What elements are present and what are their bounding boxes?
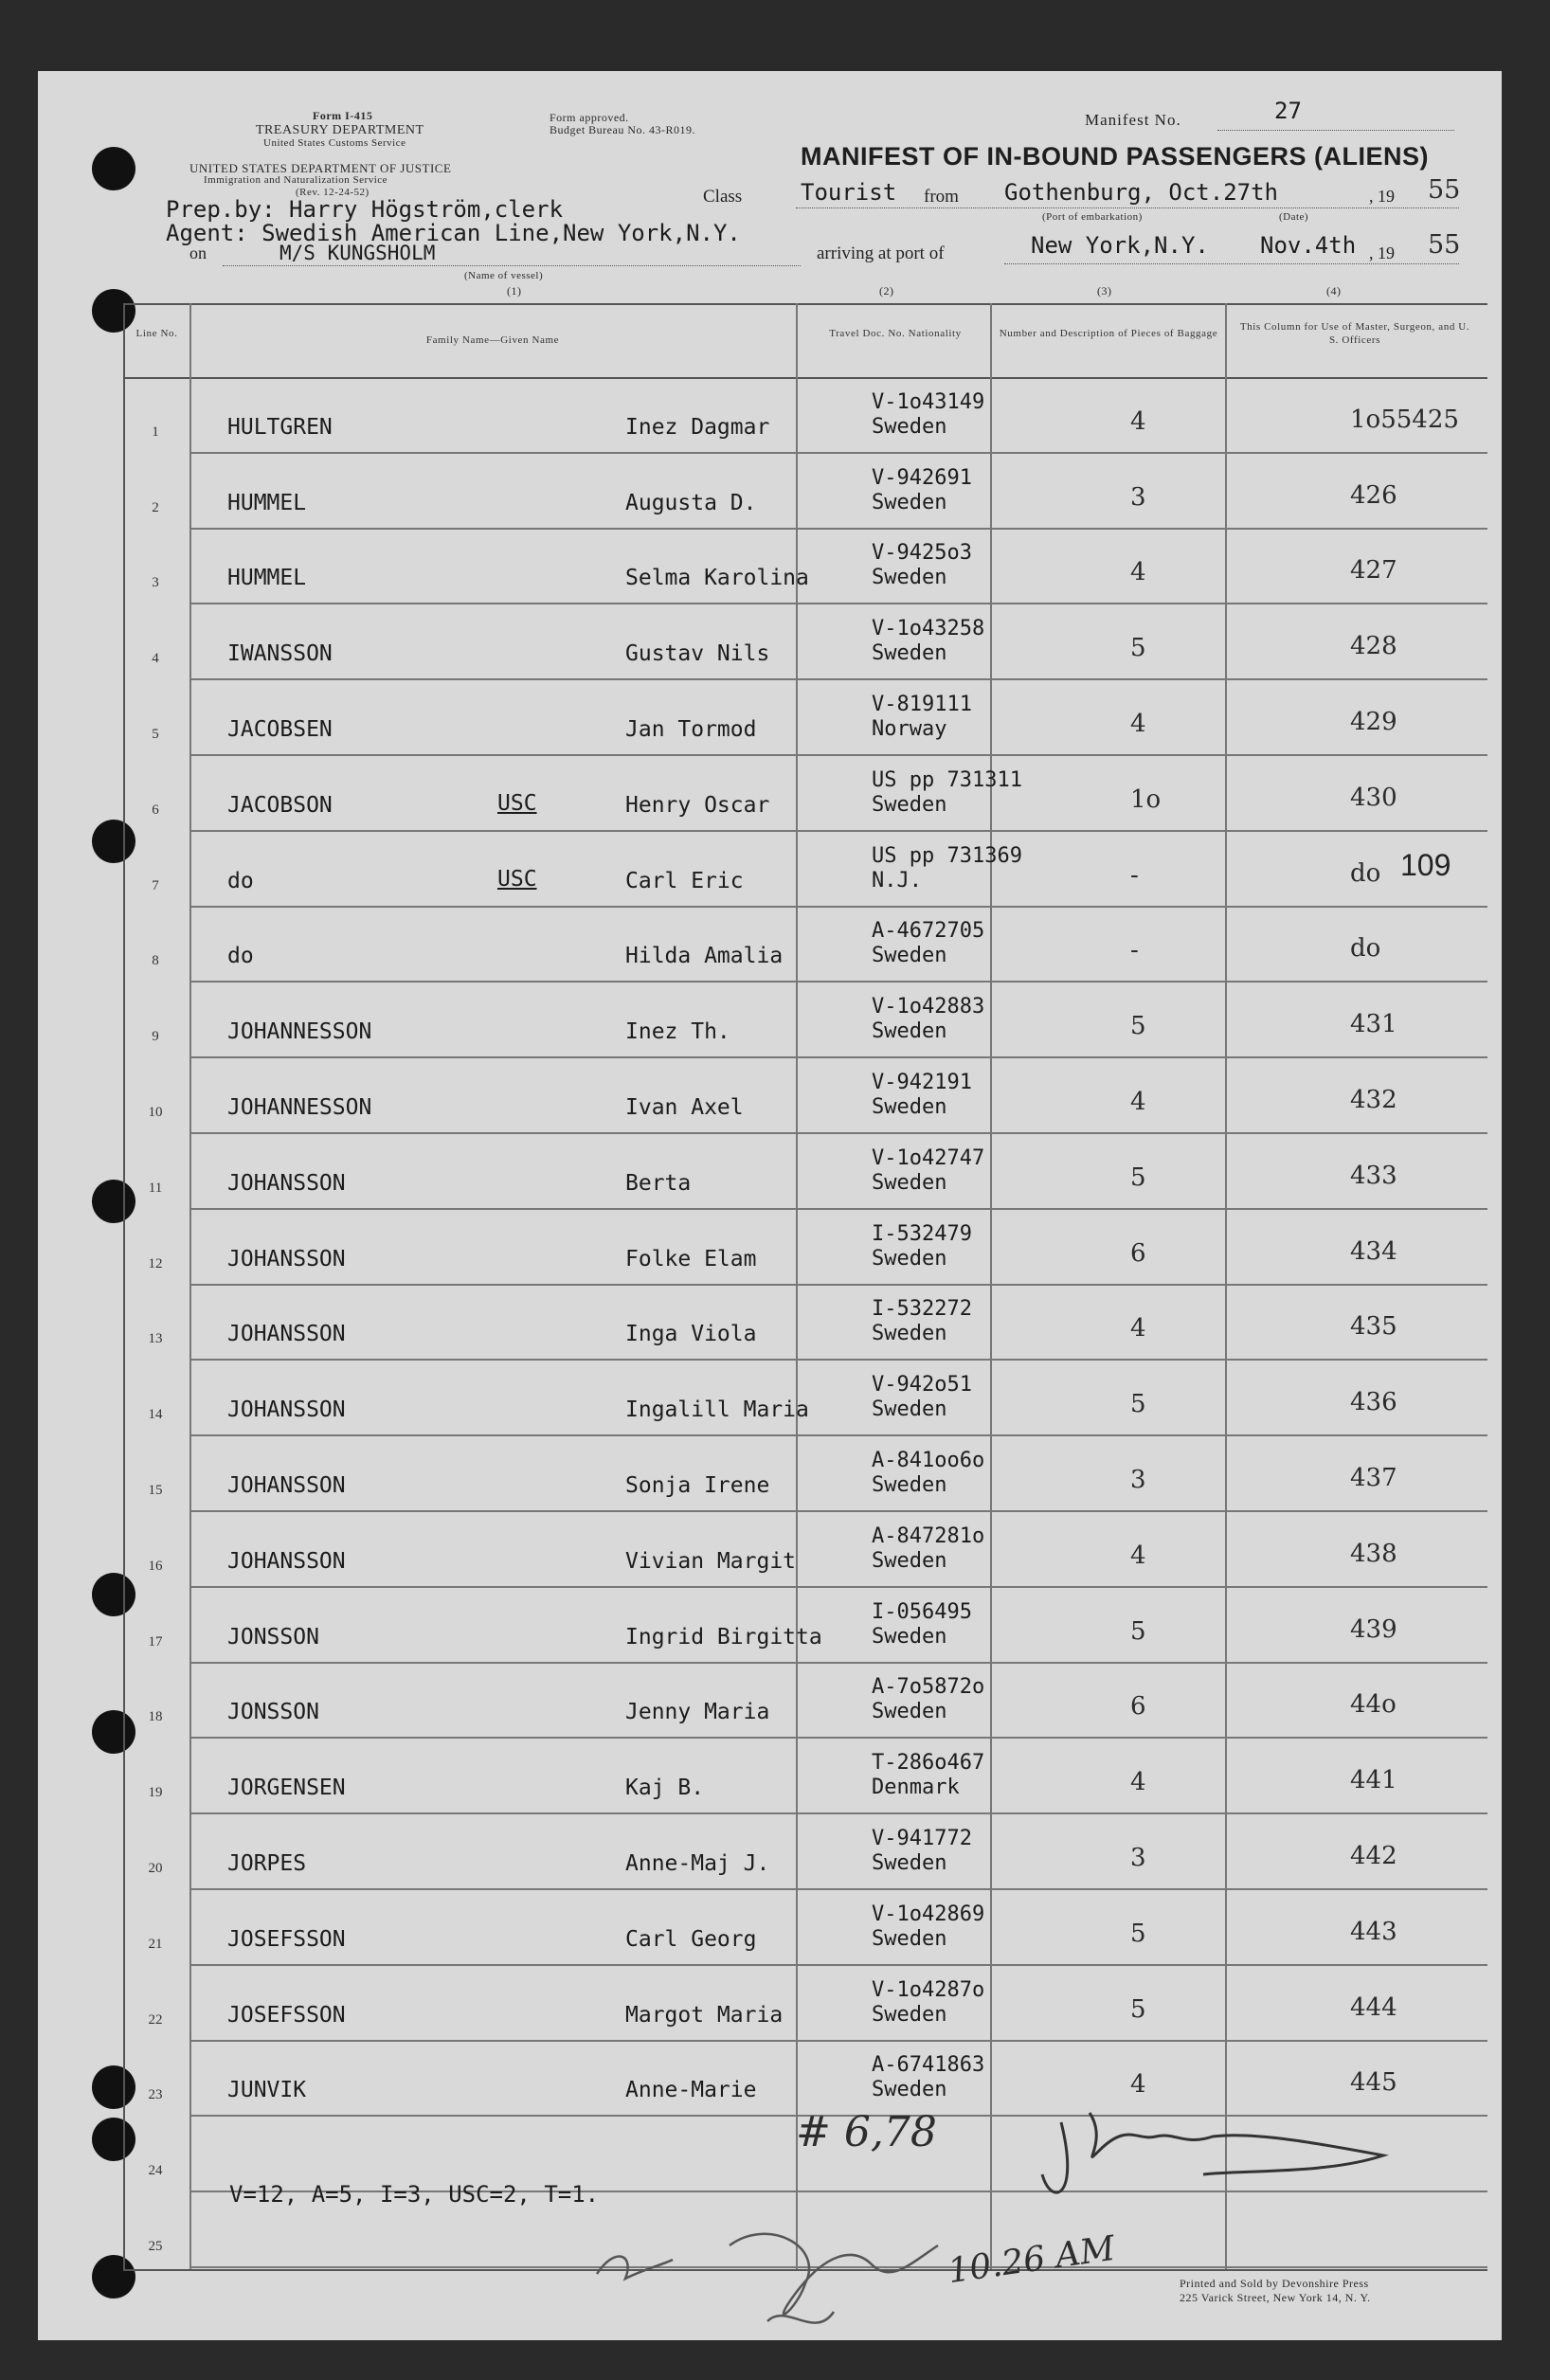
baggage-count: 6 [1130, 1238, 1146, 1268]
travel-doc-no: A-841oo6o [872, 1448, 985, 1472]
line-number: 16 [148, 1558, 163, 1574]
year-prefix-1: , 19 [1369, 187, 1395, 206]
baggage-count: 5 [1130, 1012, 1146, 1041]
line-number: 18 [148, 1709, 163, 1725]
header-baggage: Number and Description of Pieces of Baggage [999, 328, 1218, 339]
header-officers: This Column for Use of Master, Surgeon, and U. S. Officers [1239, 321, 1470, 346]
arriving-label: arriving at port of [817, 243, 945, 263]
family-name: JONSSON [227, 1700, 319, 1725]
prepared-by: Prep.by: Harry Högström,clerk [166, 196, 564, 223]
table-row [123, 1285, 1487, 1361]
form-number: Form I-415 [313, 109, 373, 122]
baggage-count: 4 [1130, 406, 1146, 436]
baggage-count: 5 [1130, 1919, 1146, 1948]
printer-line-2: 225 Varick Street, New York 14, N. Y. [1180, 2291, 1371, 2304]
line-number: 5 [152, 726, 159, 742]
table-row [123, 1738, 1487, 1813]
official-use: 434 [1350, 1236, 1397, 1266]
handwritten-count: # 6,78 [796, 2108, 937, 2156]
travel-doc-no: A-4672705 [872, 919, 985, 944]
travel-doc-no: V-1o43258 [872, 617, 985, 641]
line-number: 4 [152, 651, 159, 667]
line-number: 8 [152, 953, 159, 969]
nationality: Sweden [872, 1472, 947, 1497]
family-name: JONSSON [227, 1624, 319, 1650]
baggage-count: 3 [1130, 1843, 1146, 1872]
date-caption: (Date) [1279, 211, 1309, 223]
vessel-name: M/S KUNGSHOLM [279, 242, 436, 264]
line-number: 12 [148, 1255, 163, 1271]
class-value: Tourist [801, 179, 897, 206]
family-name: JOHANSSON [227, 1322, 346, 1347]
line-number: 23 [148, 2087, 163, 2103]
usc-mark: USC [497, 866, 537, 892]
line-number: 3 [152, 575, 159, 591]
family-name: JOHANNESSON [227, 1019, 372, 1045]
budget-bureau: Budget Bureau No. 43-R019. [550, 123, 695, 136]
agent-line: Agent: Swedish American Line,New York,N.Y. [166, 220, 741, 246]
travel-doc-no: V-941772 [872, 1826, 972, 1850]
table-row [123, 1511, 1487, 1587]
printer-line-1: Printed and Sold by Devonshire Press [1180, 2277, 1369, 2290]
nationality: N.J. [872, 868, 922, 892]
baggage-count: 5 [1130, 1390, 1146, 1419]
port-embark-caption: (Port of embarkation) [1042, 211, 1143, 223]
baggage-count: 4 [1130, 1768, 1146, 1797]
table-row [123, 1435, 1487, 1511]
nationality: Sweden [872, 1246, 947, 1271]
line-number: 20 [148, 1860, 163, 1876]
vessel-line [223, 265, 801, 266]
baggage-count: 6 [1130, 1692, 1146, 1722]
table-row [123, 1889, 1487, 1965]
given-name: Berta [625, 1170, 692, 1196]
travel-doc-no: V-1o43149 [872, 389, 985, 414]
official-use: 433 [1350, 1161, 1397, 1190]
line-number: 21 [148, 1936, 163, 1952]
travel-doc-no: V-1o42747 [872, 1145, 985, 1170]
given-name: Carl Georg [625, 1926, 757, 1952]
inspector-signature [1023, 2084, 1402, 2217]
baggage-count: - [1130, 860, 1139, 890]
line-number: 15 [148, 1482, 163, 1498]
table-row [123, 831, 1487, 907]
manifest-number: 27 [1274, 98, 1302, 124]
form-revision: (Rev. 12-24-52) [296, 187, 369, 198]
form-approved: Form approved. [550, 111, 629, 124]
line-number: 17 [148, 1633, 163, 1650]
year-2: 55 [1428, 230, 1461, 260]
nationality: Sweden [872, 1548, 947, 1573]
table-row [123, 1057, 1487, 1133]
given-name: Inez Dagmar [625, 414, 770, 440]
nationality: Sweden [872, 566, 947, 590]
line-number: 19 [148, 1785, 163, 1801]
travel-doc-no: US pp 731369 [872, 843, 1022, 868]
given-name: Carl Eric [625, 868, 744, 893]
line-number: 24 [148, 2163, 163, 2179]
baggage-count: 3 [1130, 1465, 1146, 1494]
table-row [123, 1587, 1487, 1663]
nationality: Sweden [872, 1397, 947, 1422]
baggage-count: 3 [1130, 482, 1146, 512]
vessel-caption: (Name of vessel) [464, 270, 544, 281]
given-name: Margot Maria [625, 2002, 784, 2028]
travel-doc-no: V-942691 [872, 465, 972, 490]
nationality: Sweden [872, 1322, 947, 1346]
line-number: 1 [152, 424, 159, 440]
note-109: 109 [1400, 848, 1451, 882]
given-name: Selma Karolina [625, 566, 809, 591]
travel-doc-no: V-942191 [872, 1070, 972, 1094]
header-travel: Travel Doc. No. Nationality [829, 328, 962, 339]
handwritten-time: 10.26 AM [946, 2228, 1118, 2292]
table-row [123, 1133, 1487, 1209]
table-row [123, 679, 1487, 755]
port-of-embarkation: Gothenburg, Oct.27th [1004, 179, 1278, 206]
given-name: Ingalill Maria [625, 1397, 809, 1423]
nationality: Sweden [872, 1170, 947, 1195]
table-row [123, 1360, 1487, 1435]
table-row [123, 982, 1487, 1057]
year-prefix-2: , 19 [1369, 243, 1395, 262]
family-name: HULTGREN [227, 414, 333, 440]
table-row [123, 755, 1487, 831]
official-use: 441 [1350, 1766, 1397, 1795]
given-name: Anne-Marie [625, 2078, 757, 2103]
on-label: on [189, 243, 207, 262]
header-line-no: Line No. [135, 328, 178, 339]
family-name: HUMMEL [227, 490, 307, 515]
official-use: 429 [1350, 707, 1397, 736]
official-use: 439 [1350, 1614, 1397, 1644]
line-number: 11 [148, 1180, 163, 1196]
table-row [123, 453, 1487, 529]
nationality: Sweden [872, 944, 947, 968]
family-name: JOHANSSON [227, 1472, 346, 1498]
family-name: JACOBSON [227, 792, 333, 818]
col-marker-2: (2) [879, 284, 894, 298]
given-name: Inga Viola [625, 1322, 757, 1347]
baggage-count: 5 [1130, 1163, 1146, 1192]
table-row [123, 1965, 1487, 2041]
travel-doc-no: A-6741863 [872, 2053, 985, 2078]
baggage-count: 5 [1130, 1994, 1146, 2024]
travel-doc-no: V-819111 [872, 692, 972, 716]
usc-mark: USC [497, 790, 537, 816]
travel-doc-no: A-847281o [872, 1524, 985, 1548]
travel-doc-no: I-056495 [872, 1599, 972, 1624]
given-name: Ivan Axel [625, 1094, 744, 1120]
baggage-count: 4 [1130, 558, 1146, 587]
given-name: Hilda Amalia [625, 944, 784, 969]
nationality: Sweden [872, 1926, 947, 1951]
table-row [123, 1209, 1487, 1285]
nationality: Sweden [872, 792, 947, 817]
header-name: Family Name—Given Name [425, 334, 560, 346]
manifest-table [123, 303, 1487, 2269]
given-name: Augusta D. [625, 490, 757, 515]
official-use: 443 [1350, 1917, 1397, 1946]
from-label: from [924, 187, 959, 207]
travel-doc-no: T-286o467 [872, 1751, 985, 1776]
family-name: JOHANSSON [227, 1170, 346, 1196]
travel-doc-no: V-9425o3 [872, 541, 972, 566]
arrival-date: Nov.4th [1260, 232, 1357, 259]
table-row [123, 1813, 1487, 1889]
col-marker-3: (3) [1097, 284, 1112, 298]
family-name: HUMMEL [227, 566, 307, 591]
official-use: 431 [1350, 1010, 1397, 1039]
col-marker-4: (4) [1326, 284, 1342, 298]
manifest-dotted-line [1217, 130, 1454, 131]
dept-justice: UNITED STATES DEPARTMENT OF JUSTICE [189, 161, 452, 175]
family-name: JOHANNESSON [227, 1094, 372, 1120]
baggage-count: 5 [1130, 1616, 1146, 1646]
baggage-count: 1o [1130, 784, 1162, 814]
col-marker-1: (1) [507, 284, 522, 298]
manifest-title: MANIFEST OF IN-BOUND PASSENGERS (ALIENS) [801, 142, 1430, 171]
table-top-border [123, 303, 1487, 305]
baggage-count: 4 [1130, 709, 1146, 738]
official-use: 44o [1350, 1690, 1397, 1720]
family-name: JOHANSSON [227, 1397, 346, 1423]
official-use: 438 [1350, 1539, 1397, 1568]
nationality: Sweden [872, 490, 947, 514]
official-use: 442 [1350, 1841, 1397, 1870]
given-name: Ingrid Birgitta [625, 1624, 822, 1650]
family-name: JUNVIK [227, 2078, 307, 2103]
dept-customs: United States Customs Service [263, 137, 406, 149]
travel-doc-no: V-1o42883 [872, 995, 985, 1019]
examiner-initials [578, 2189, 1071, 2350]
line-number: 2 [152, 499, 159, 515]
official-use: 444 [1350, 1992, 1397, 2022]
official-use: 432 [1350, 1085, 1397, 1114]
travel-doc-no: V-1o42869 [872, 1902, 985, 1926]
official-use: 427 [1350, 556, 1397, 586]
given-name: Anne-Maj J. [625, 1850, 770, 1876]
table-row [123, 907, 1487, 983]
nationality: Sweden [872, 2002, 947, 2027]
family-name: JOHANSSON [227, 1548, 346, 1574]
family-name: JOHANSSON [227, 1246, 346, 1271]
given-name: Folke Elam [625, 1246, 757, 1271]
nationality: Sweden [872, 1700, 947, 1724]
manifest-sheet [38, 71, 1502, 2340]
baggage-count: 4 [1130, 1087, 1146, 1116]
family-name: JOSEFSSON [227, 2002, 346, 2028]
class-label: Class [703, 187, 743, 207]
travel-doc-no: A-7o5872o [872, 1675, 985, 1700]
family-name: do [227, 944, 254, 969]
travel-doc-no: V-942o51 [872, 1373, 972, 1397]
line-number: 6 [152, 802, 159, 818]
punch-hole [92, 147, 135, 190]
nationality: Sweden [872, 1094, 947, 1119]
manifest-no-label: Manifest No. [1085, 111, 1181, 129]
baggage-count: 4 [1130, 1314, 1146, 1343]
official-use: 445 [1350, 2068, 1397, 2098]
official-use: 428 [1350, 632, 1397, 661]
baggage-count: - [1130, 936, 1139, 965]
nationality: Sweden [872, 1850, 947, 1875]
given-name: Jan Tormod [625, 716, 757, 742]
line-number: 9 [152, 1029, 159, 1045]
travel-doc-no: US pp 731311 [872, 767, 1022, 792]
nationality: Sweden [872, 641, 947, 666]
baggage-count: 4 [1130, 1541, 1146, 1570]
family-name: JACOBSEN [227, 716, 333, 742]
official-use: 435 [1350, 1312, 1397, 1342]
line-number: 25 [148, 2238, 163, 2254]
official-use: do [1350, 858, 1381, 888]
year-1: 55 [1428, 175, 1461, 205]
nationality: Norway [872, 716, 947, 741]
family-name: JOSEFSSON [227, 1926, 346, 1952]
table-row [123, 529, 1487, 604]
given-name: Henry Oscar [625, 792, 770, 818]
line-number: 10 [148, 1104, 163, 1120]
family-name: JORPES [227, 1850, 307, 1876]
given-name: Sonja Irene [625, 1472, 770, 1498]
line-number: 22 [148, 2011, 163, 2028]
nationality: Sweden [872, 1624, 947, 1649]
baggage-count: 5 [1130, 634, 1146, 663]
nationality: Sweden [872, 1019, 947, 1044]
travel-doc-no: V-1o4287o [872, 1977, 985, 2002]
given-name: Vivian Margit [625, 1548, 797, 1574]
line-number: 13 [148, 1331, 163, 1347]
official-use: do [1350, 934, 1381, 964]
dept-treasury: TREASURY DEPARTMENT [256, 123, 424, 137]
nationality: Sweden [872, 2078, 947, 2102]
dept-ins: Immigration and Naturalization Service [204, 174, 388, 186]
given-name: Gustav Nils [625, 641, 770, 667]
summary-line: V=12, A=5, I=3, USC=2, T=1. [229, 2181, 600, 2208]
table-row [123, 604, 1487, 679]
official-use: 436 [1350, 1388, 1397, 1417]
travel-doc-no: I-532272 [872, 1297, 972, 1322]
table-row [123, 1663, 1487, 1739]
travel-doc-no: I-532479 [872, 1221, 972, 1246]
from-line [796, 207, 1459, 208]
arrival-line [1004, 263, 1459, 264]
official-use: 1o55425 [1350, 405, 1459, 434]
line-number: 14 [148, 1407, 163, 1423]
given-name: Jenny Maria [625, 1700, 770, 1725]
line-number: 7 [152, 877, 159, 893]
family-name: do [227, 868, 254, 893]
nationality: Sweden [872, 414, 947, 439]
nationality: Denmark [872, 1776, 960, 1800]
table-row [123, 377, 1487, 453]
official-use: 430 [1350, 783, 1397, 812]
given-name: Inez Th. [625, 1019, 730, 1045]
given-name: Kaj B. [625, 1776, 705, 1801]
family-name: IWANSSON [227, 641, 333, 667]
family-name: JORGENSEN [227, 1776, 346, 1801]
official-use: 426 [1350, 480, 1397, 510]
official-use: 437 [1350, 1463, 1397, 1492]
baggage-count: 4 [1130, 2070, 1146, 2100]
arrival-port: New York,N.Y. [1031, 232, 1209, 259]
